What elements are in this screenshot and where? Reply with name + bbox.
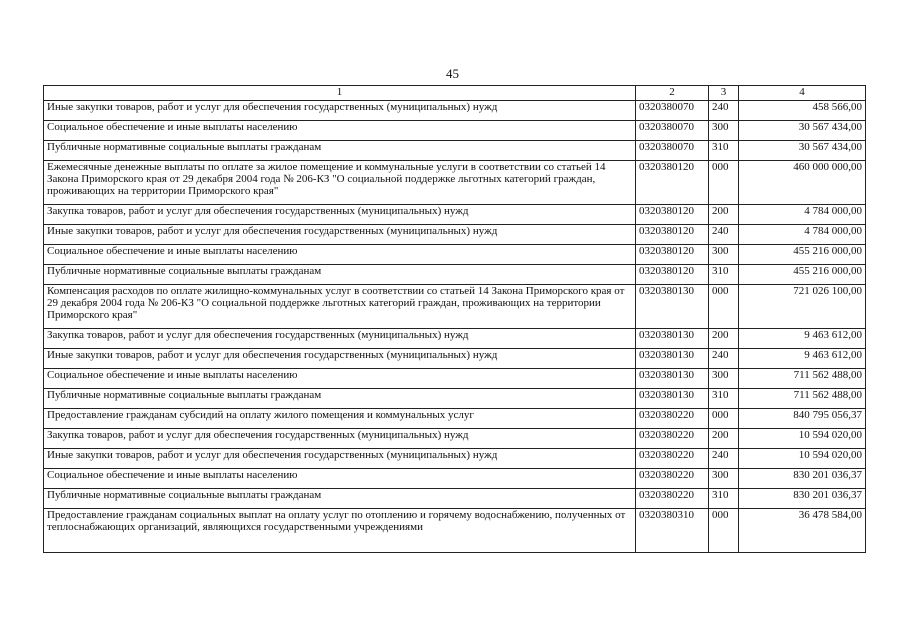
- row-code-cell: 0320380070: [636, 141, 709, 161]
- header-column-sum: 4: [739, 86, 866, 101]
- row-sum-cell: 721 026 100,00: [739, 285, 866, 329]
- row-vr-cell: 240: [709, 449, 739, 469]
- row-code-cell: 0320380220: [636, 449, 709, 469]
- row-code-cell: 0320380130: [636, 329, 709, 349]
- row-vr-cell: 200: [709, 429, 739, 449]
- row-code-cell: 0320380130: [636, 285, 709, 329]
- table-row: [44, 409, 866, 429]
- table-row: [44, 161, 866, 205]
- table-row: [44, 489, 866, 509]
- row-code-cell: 0320380220: [636, 429, 709, 449]
- row-name-cell: Публичные нормативные социальные выплаты гражданам: [44, 489, 636, 509]
- row-sum-cell: 9 463 612,00: [739, 349, 866, 369]
- table-header-row: [44, 86, 866, 101]
- row-sum-cell: 830 201 036,37: [739, 489, 866, 509]
- row-sum-cell: 455 216 000,00: [739, 265, 866, 285]
- row-vr-cell: 240: [709, 225, 739, 245]
- row-sum-cell: 830 201 036,37: [739, 469, 866, 489]
- row-code-cell: 0320380220: [636, 409, 709, 429]
- row-code-cell: 0320380220: [636, 469, 709, 489]
- row-code-cell: 0320380130: [636, 389, 709, 409]
- row-name-cell: Публичные нормативные социальные выплаты гражданам: [44, 265, 636, 285]
- row-code-cell: 0320380120: [636, 205, 709, 225]
- row-code-cell: 0320380130: [636, 349, 709, 369]
- row-name-cell: Социальное обеспечение и иные выплаты населению: [44, 121, 636, 141]
- row-name-cell: Публичные нормативные социальные выплаты гражданам: [44, 141, 636, 161]
- row-code-cell: 0320380310: [636, 509, 709, 553]
- row-vr-cell: 300: [709, 369, 739, 389]
- header-column-name: 1: [44, 86, 636, 101]
- row-name-cell: Компенсация расходов по оплате жилищно-коммунальных услуг в соответствии со статьей 14 Закона Приморского края от 29 декабря 2004 года № 206-КЗ "О социальной поддержке льготных категорий граждан, проживающих на территории Приморского края": [44, 285, 636, 329]
- row-code-cell: 0320380120: [636, 161, 709, 205]
- row-sum-cell: 30 567 434,00: [739, 121, 866, 141]
- table-row: [44, 141, 866, 161]
- row-code-cell: 0320380070: [636, 121, 709, 141]
- row-sum-cell: 36 478 584,00: [739, 509, 866, 553]
- row-vr-cell: 310: [709, 489, 739, 509]
- table-row: [44, 349, 866, 369]
- row-name-cell: Публичные нормативные социальные выплаты гражданам: [44, 389, 636, 409]
- row-vr-cell: 000: [709, 285, 739, 329]
- row-name-cell: Закупка товаров, работ и услуг для обеспечения государственных (муниципальных) нужд: [44, 329, 636, 349]
- table-row: [44, 265, 866, 285]
- page-number: 45: [446, 66, 459, 81]
- row-sum-cell: 30 567 434,00: [739, 141, 866, 161]
- row-sum-cell: 840 795 056,37: [739, 409, 866, 429]
- row-sum-cell: 711 562 488,00: [739, 389, 866, 409]
- table-row: [44, 225, 866, 245]
- row-sum-cell: 9 463 612,00: [739, 329, 866, 349]
- row-vr-cell: 300: [709, 245, 739, 265]
- row-sum-cell: 460 000 000,00: [739, 161, 866, 205]
- header-column-code: 2: [636, 86, 709, 101]
- table-row: [44, 245, 866, 265]
- row-vr-cell: 240: [709, 101, 739, 121]
- row-sum-cell: 4 784 000,00: [739, 225, 866, 245]
- table-row: [44, 389, 866, 409]
- row-name-cell: Закупка товаров, работ и услуг для обеспечения государственных (муниципальных) нужд: [44, 429, 636, 449]
- row-name-cell: Ежемесячные денежные выплаты по оплате за жилое помещение и коммунальные услуги в соответствии со статьей 14 Закона Приморского края от 29 декабря 2004 года № 206-КЗ "О социальной поддержке льготных категорий граждан, проживающих на территории Приморского края": [44, 161, 636, 205]
- table-row: [44, 469, 866, 489]
- row-vr-cell: 200: [709, 205, 739, 225]
- row-sum-cell: 711 562 488,00: [739, 369, 866, 389]
- table-body: [44, 101, 866, 553]
- row-vr-cell: 300: [709, 469, 739, 489]
- row-sum-cell: 10 594 020,00: [739, 449, 866, 469]
- row-vr-cell: 300: [709, 121, 739, 141]
- row-sum-cell: 458 566,00: [739, 101, 866, 121]
- row-code-cell: 0320380220: [636, 489, 709, 509]
- header-column-vr: 3: [709, 86, 739, 101]
- row-code-cell: 0320380120: [636, 265, 709, 285]
- row-vr-cell: 000: [709, 509, 739, 553]
- budget-table: [43, 85, 866, 553]
- row-vr-cell: 310: [709, 265, 739, 285]
- table-row: [44, 121, 866, 141]
- row-sum-cell: 4 784 000,00: [739, 205, 866, 225]
- table-row: [44, 285, 866, 329]
- table-row: [44, 509, 866, 553]
- row-name-cell: Иные закупки товаров, работ и услуг для обеспечения государственных (муниципальных) нужд: [44, 101, 636, 121]
- row-code-cell: 0320380120: [636, 225, 709, 245]
- row-vr-cell: 310: [709, 389, 739, 409]
- row-vr-cell: 000: [709, 161, 739, 205]
- table-row: [44, 205, 866, 225]
- row-name-cell: Предоставление гражданам субсидий на оплату жилого помещения и коммунальных услуг: [44, 409, 636, 429]
- row-name-cell: Социальное обеспечение и иные выплаты населению: [44, 469, 636, 489]
- row-name-cell: Иные закупки товаров, работ и услуг для обеспечения государственных (муниципальных) нужд: [44, 449, 636, 469]
- row-code-cell: 0320380070: [636, 101, 709, 121]
- row-sum-cell: 10 594 020,00: [739, 429, 866, 449]
- row-name-cell: Предоставление гражданам социальных выплат на оплату услуг по отоплению и горячему водоснабжению, полученных от теплоснабжающих организаций, являющихся государственными учреждениями: [44, 509, 636, 553]
- row-vr-cell: 000: [709, 409, 739, 429]
- row-name-cell: Иные закупки товаров, работ и услуг для обеспечения государственных (муниципальных) нужд: [44, 225, 636, 245]
- row-name-cell: Социальное обеспечение и иные выплаты населению: [44, 245, 636, 265]
- row-vr-cell: 200: [709, 329, 739, 349]
- row-name-cell: Закупка товаров, работ и услуг для обеспечения государственных (муниципальных) нужд: [44, 205, 636, 225]
- row-vr-cell: 310: [709, 141, 739, 161]
- row-vr-cell: 240: [709, 349, 739, 369]
- row-sum-cell: 455 216 000,00: [739, 245, 866, 265]
- row-code-cell: 0320380130: [636, 369, 709, 389]
- row-name-cell: Социальное обеспечение и иные выплаты населению: [44, 369, 636, 389]
- table-row: [44, 369, 866, 389]
- table-row: [44, 429, 866, 449]
- row-name-cell: Иные закупки товаров, работ и услуг для обеспечения государственных (муниципальных) нужд: [44, 349, 636, 369]
- row-code-cell: 0320380120: [636, 245, 709, 265]
- table-row: [44, 101, 866, 121]
- table-row: [44, 449, 866, 469]
- table-row: [44, 329, 866, 349]
